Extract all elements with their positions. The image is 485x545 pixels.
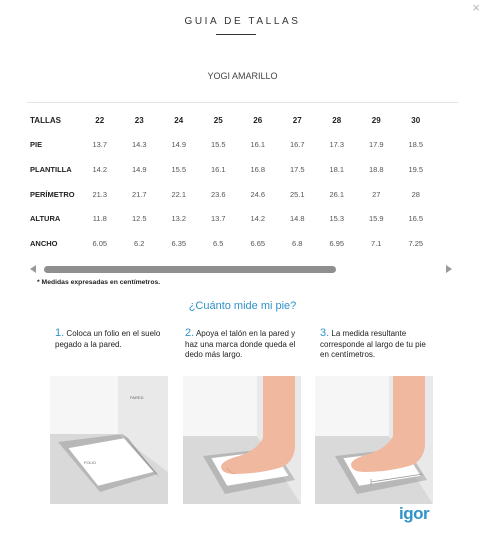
wall-label: PARED xyxy=(130,395,144,400)
divider xyxy=(27,102,458,103)
table-header-label: TALLAS xyxy=(30,115,61,125)
table-cell: 16.1 xyxy=(210,164,226,174)
table-cell: 19.5 xyxy=(408,164,424,174)
step-text: La medida resultante corresponde al largo de tu pie en centímetros. xyxy=(320,329,426,359)
foot-measurement-illustration xyxy=(315,376,433,504)
size-table xyxy=(30,108,436,256)
title-underline xyxy=(216,34,256,35)
table-row xyxy=(30,231,436,256)
table-cell: 6.65 xyxy=(250,238,266,248)
step-1 xyxy=(55,328,171,350)
table-cell: 7.25 xyxy=(408,238,424,248)
size-header: 30 xyxy=(411,115,421,125)
table-cell: 14.2 xyxy=(250,214,266,224)
step-number: 2. xyxy=(185,327,195,339)
step-2 xyxy=(185,328,301,361)
table-row xyxy=(30,133,436,158)
table-cell: 6.35 xyxy=(171,238,187,248)
row-label: ANCHO xyxy=(30,238,58,248)
close-icon[interactable]: × xyxy=(472,0,480,15)
sheet-label: FOLIO xyxy=(84,460,97,465)
wall-and-sheet-illustration xyxy=(50,376,168,504)
table-cell: 6.8 xyxy=(292,238,303,248)
table-cell: 16.7 xyxy=(289,140,305,150)
table-cell: 6.2 xyxy=(134,238,145,248)
scroll-right-arrow-icon[interactable] xyxy=(446,265,452,273)
brand-logo: igor xyxy=(399,504,430,523)
table-cell: 6.5 xyxy=(213,238,224,248)
step-3 xyxy=(320,328,436,361)
table-cell: 18.1 xyxy=(329,164,345,174)
step-number: 3. xyxy=(320,327,330,339)
table-cell: 14.8 xyxy=(289,214,305,224)
table-cell: 18.8 xyxy=(368,164,384,174)
horizontal-scrollbar-thumb[interactable] xyxy=(44,266,336,273)
table-cell: 15.5 xyxy=(210,140,226,150)
table-cell: 7.1 xyxy=(371,238,382,248)
table-cell: 17.5 xyxy=(289,164,305,174)
row-label: PLANTILLA xyxy=(30,164,72,174)
table-cell: 12.5 xyxy=(131,214,147,224)
size-header: 29 xyxy=(371,115,381,125)
table-cell: 23.6 xyxy=(210,189,226,199)
table-row xyxy=(30,157,436,182)
table-cell: 24.6 xyxy=(250,189,266,199)
table-cell: 14.3 xyxy=(131,140,147,150)
page-title: GUIA DE TALLAS xyxy=(184,16,301,27)
step-text: Apoya el talón en la pared y haz una marca donde queda el dedo más largo. xyxy=(185,329,296,359)
table-cell: 14.9 xyxy=(171,140,187,150)
table-cell: 16.1 xyxy=(250,140,266,150)
row-label: ALTURA xyxy=(30,214,61,224)
scroll-left-arrow-icon[interactable] xyxy=(30,265,36,273)
size-header: 25 xyxy=(213,115,223,125)
table-cell: 15.3 xyxy=(329,214,345,224)
table-cell: 13.7 xyxy=(92,140,108,150)
table-header-row xyxy=(30,108,436,133)
size-header: 22 xyxy=(95,115,105,125)
heel-against-wall-illustration xyxy=(183,376,301,504)
table-cell: 16.5 xyxy=(408,214,424,224)
table-row xyxy=(30,206,436,231)
table-row xyxy=(30,182,436,207)
size-header: 23 xyxy=(134,115,144,125)
size-header: 26 xyxy=(253,115,263,125)
measurement-note: * Medidas expresadas en centímetros. xyxy=(37,279,161,286)
table-cell: 28 xyxy=(411,189,420,199)
table-cell: 15.5 xyxy=(171,164,187,174)
section-heading: ¿Cuánto mide mi pie? xyxy=(188,300,297,312)
row-label: PERÍMETRO xyxy=(30,189,75,199)
table-cell: 16.8 xyxy=(250,164,266,174)
table-cell: 25.1 xyxy=(289,189,305,199)
table-cell: 17.9 xyxy=(368,140,384,150)
table-cell: 21.7 xyxy=(131,189,147,199)
table-cell: 27 xyxy=(372,189,381,199)
table-cell: 17.3 xyxy=(329,140,345,150)
table-cell: 11.8 xyxy=(92,214,107,224)
table-cell: 13.2 xyxy=(171,214,187,224)
step-number: 1. xyxy=(55,327,65,339)
size-header: 28 xyxy=(332,115,342,125)
table-cell: 26.1 xyxy=(329,189,345,199)
row-label: PIE xyxy=(30,140,43,150)
product-name: YOGI AMARILLO xyxy=(207,71,278,81)
size-header: 24 xyxy=(174,115,184,125)
size-header: 27 xyxy=(292,115,302,125)
step-text: Coloca un folio en el suelo pegado a la pared. xyxy=(55,329,161,349)
table-cell: 14.2 xyxy=(92,164,108,174)
table-cell: 15.9 xyxy=(368,214,384,224)
table-cell: 21.3 xyxy=(92,189,108,199)
table-cell: 22.1 xyxy=(171,189,187,199)
table-cell: 6.05 xyxy=(92,238,108,248)
table-cell: 13.7 xyxy=(210,214,226,224)
table-cell: 14.9 xyxy=(131,164,147,174)
table-cell: 6.95 xyxy=(329,238,345,248)
table-cell: 18.5 xyxy=(408,140,424,150)
